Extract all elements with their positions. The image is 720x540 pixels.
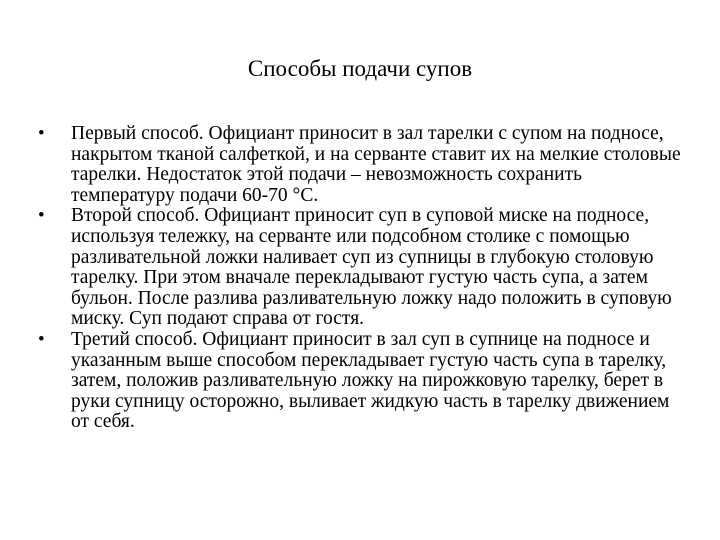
bullet-item-3 [38, 330, 688, 433]
bullet-icon: • [38, 123, 45, 144]
bullet-icon: • [38, 328, 45, 350]
bullet-item-1 [38, 124, 688, 206]
bullet-text-2: Второй способ. Официант приносит суп в суповой миске на подносе, используя тележку, на серванте или подсобном столике с помощью разливательной ложки наливает суп из супницы в глубокую столовую тарелку. При этом вначале перекладывают густую часть супа, а затем бульон. После разлива разливательную ложку надо положить в суповую миску. Суп подают справа от гостя. [71, 205, 672, 330]
bullet-list [38, 124, 688, 433]
slide-title: Способы подачи супов [247, 56, 473, 81]
bullet-text-1: Первый способ. Официант приносит в зал тарелки с супом на подносе, накрытом тканой салфеткой, и на серванте ставит их на мелкие столовые тарелки. Недостаток этой подачи – невозможность сохранить температуру подачи 60-70 °С. [71, 123, 681, 206]
bullet-item-2 [38, 206, 688, 330]
bullet-icon: • [38, 205, 45, 227]
bullet-text-3: Третий способ. Официант приносит в зал суп в супнице на подносе и указанным выше способом перекладывает густую часть супа в тарелку, затем, положив разливательную ложку на пирожковую тарелку, берет в руки супницу осторожно, выливает жидкую часть в тарелку движением от себя. [71, 328, 670, 433]
